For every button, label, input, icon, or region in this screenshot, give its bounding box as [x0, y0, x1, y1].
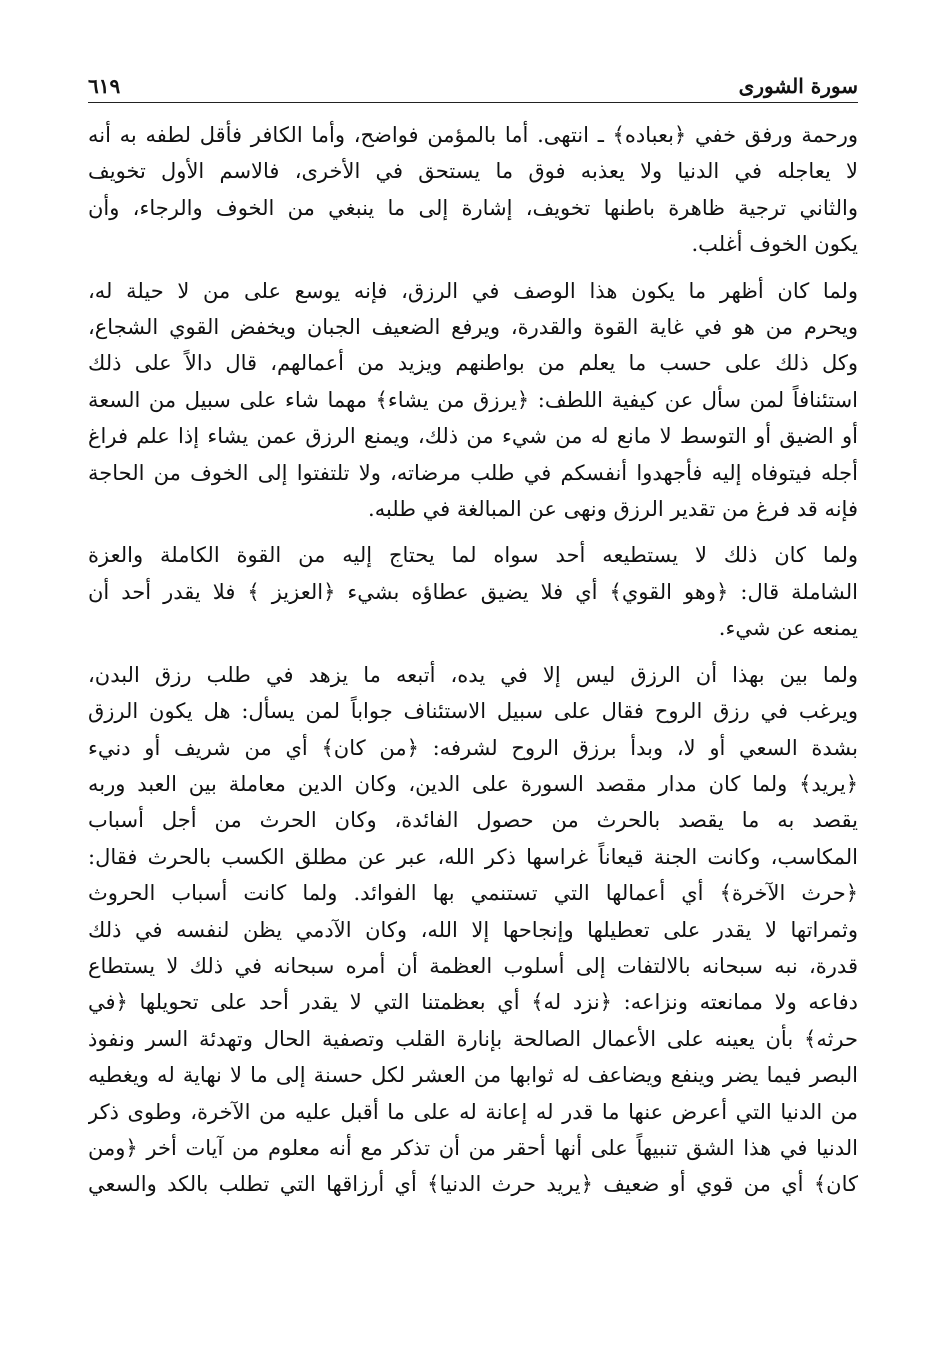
paragraph	[88, 273, 858, 528]
text-line: كان﴾ أي من قوي أو ضعيف ﴿يريد حرث الدنيا﴾ أي أرزاقها التي تطلب بالكد والسعي	[88, 1172, 858, 1197]
text-line: الشاملة قال: ﴿وهو القوي﴾ أي فلا يضيق عطاؤه بشيء ﴿العزيز ﴾ فلا يقدر أحد أن	[88, 579, 858, 604]
book-page	[88, 62, 858, 1213]
body-text	[88, 117, 858, 1203]
text-line: حرثه﴾ بأن يعينه على الأعمال الصالحة بإنارة القلب وتصفية الحال وتهدئة السر ونفوذ	[88, 1026, 858, 1051]
text-line: وثمراتها لا يقدر على تعطيلها وإنجاحها إلا الله، وكان الآدمي يظن لنفسه في ذلك	[88, 917, 858, 942]
text-line: الدنيا في هذا الشق تنبيهاً على أنها أحقر من أن تذكر مع أنه معلوم من آيات أخر ﴿ومن	[88, 1135, 858, 1160]
surah-title: سورة الشورى	[738, 74, 858, 98]
text-line: والثاني ترجية ظاهرة باطنها تخويف، إشارة إلى ما ينبغي من الخوف والرجاء، وأن	[88, 195, 858, 220]
text-line: ولما كان أظهر ما يكون هذا الوصف في الرزق، فإنه يوسع على من لا حيلة له،	[88, 278, 858, 303]
text-line: ويحرم من هو في غاية القوة والقدرة، ويرفع الضعيف الجبان ويخفض القوي الشجاع،	[88, 315, 858, 340]
text-line: أجله فيتوفاه إليه فأجهدوا أنفسكم في طلب مرضاته، ولا تلتفتوا إلى الخوف من الحاجة	[88, 460, 858, 485]
text-line: ﴿حرث الآخرة﴾ أي أعمالها التي تستنمي بها الفوائد. ولما كانت أسباب الحروث	[88, 881, 858, 906]
header-divider	[88, 102, 858, 103]
text-line: ولما كان ذلك لا يستطيعه أحد سواه لما يحتاج إليه من القوة الكاملة والعزة	[88, 543, 858, 568]
text-line: ولما بين بهذا أن الرزق ليس إلا في يده، أتبعه ما يزهد في طلب رزق البدن،	[88, 662, 858, 687]
text-line: البصر فيما يضر وينفع ويضاعف له ثوابها من العشر لكل حسنة إلى ما لا نهاية له ويغطيه	[88, 1063, 858, 1088]
text-line: ويرغب في رزق الروح فقال على سبيل الاستئناف جواباً لمن يسأل: هل يكون الرزق	[88, 699, 858, 724]
text-line: ﴿يريد﴾ ولما كان مدار مقصد السورة على الدين، وكان الدين معاملة بين العبد وربه	[88, 771, 858, 796]
text-line: قدرة، نبه سبحانه بالالتفات إلى أسلوب العظمة أن أمره سبحانه في ذلك لا يستطاع	[88, 953, 858, 978]
text-line: من الدنيا التي أعرض عنها ما قدر له إعانة له على ما أقبل عليه من الآخرة، وطوى ذكر	[88, 1099, 858, 1124]
paragraph	[88, 117, 858, 263]
text-line: يكون الخوف أغلب.	[691, 232, 858, 257]
text-line: المكاسب، وكانت الجنة قيعاناً غراسها ذكر الله، عبر عن مطلق الكسب بالحرث فقال:	[88, 844, 858, 869]
text-line: بشدة السعي أو لا، وبدأ برزق الروح لشرفه: ﴿من كان﴾ أي من شريف أو دنيء	[88, 735, 858, 760]
text-line: استئنافاً لمن سأل عن كيفية اللطف: ﴿يرزق من يشاء﴾ مهما شاء على سبيل من السعة	[88, 387, 858, 412]
page-number: ٦١٩	[88, 74, 121, 98]
paragraph	[88, 537, 858, 646]
text-line: لا يعاجله في الدنيا ولا يعذبه فوق ما يستحق في الأخرى، فالاسم الأول تخويف	[88, 159, 858, 184]
text-line: يمنعه عن شيء.	[718, 616, 858, 641]
paragraph	[88, 657, 858, 1203]
text-line: وكل ذلك على حسب ما يعلم من بواطنهم ويزيد من أعمالهم، قال دالاً على ذلك	[88, 351, 858, 376]
text-line: دفاعه ولا ممانعته ونزاعه: ﴿نزد له﴾ أي بعظمتنا التي لا يقدر أحد على تحويلها ﴿في	[88, 990, 858, 1015]
text-line: فإنه قد فرغ من تقدير الرزق ونهى عن المبالغة في طلبه.	[368, 497, 858, 522]
running-header	[88, 62, 858, 102]
text-line: يقصد به ما يقصد بالحرث من حصول الفائدة، وكان الحرث من أجل أسباب	[88, 808, 858, 833]
text-line: ورحمة ورفق خفي ﴿بعباده﴾ ـ انتهى. أما بالمؤمن فواضح، وأما الكافر فأقل لطفه به أنه	[88, 123, 858, 147]
text-line: أو الضيق أو التوسط لا مانع له من شيء من ذلك، ويمنع الرزق عمن يشاء إذا علم فراغ	[88, 424, 858, 449]
